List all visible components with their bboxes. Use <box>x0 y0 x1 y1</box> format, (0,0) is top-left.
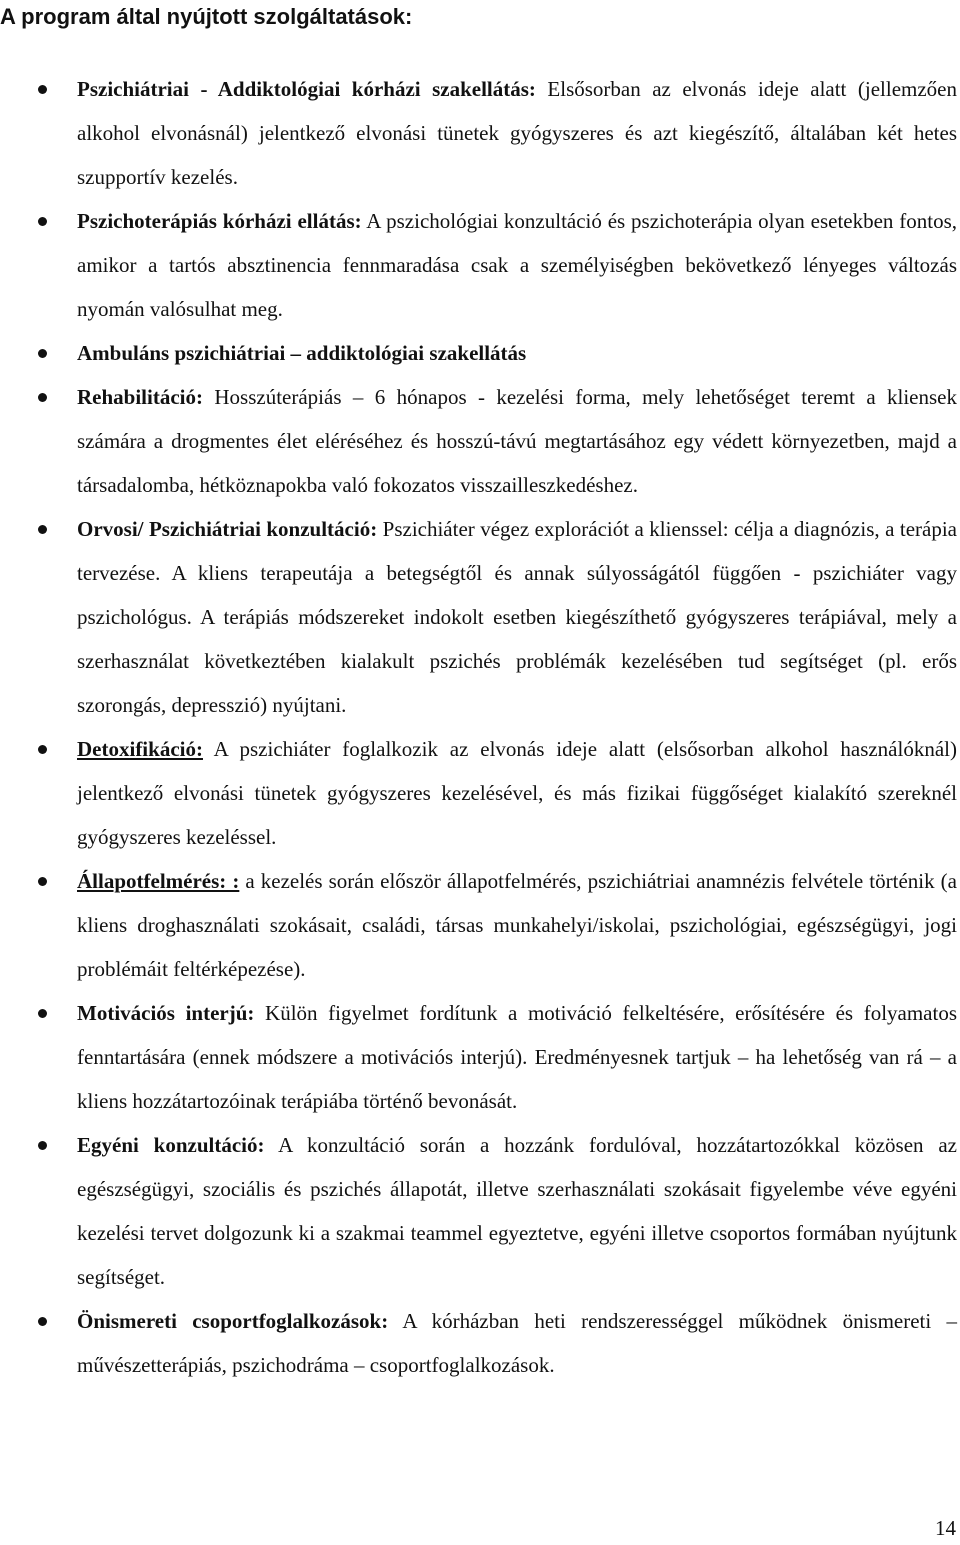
list-item-outpatient-care <box>0 331 960 375</box>
list-item-motivational-interview <box>0 991 960 1123</box>
bullet-icon <box>38 349 47 358</box>
item-text: Pszichiáter végez explorációt a klienssel: célja a diagnózis, a terápia tervezése. A kliens terapeutája a betegségtől és annak súlyosságától függően - pszichiáter vagy pszichológus. A terápiás módszereket indokolt esetben kiegészíthető gyógyszeres terápiával, mely a szerhasználat következtében kialakult pszichés problémák kezelésében tud segítséget (pl. erős szorongás, depresszió) nyújtani. <box>77 517 957 717</box>
page-number: 14 <box>935 1516 956 1540</box>
services-list <box>0 67 960 1387</box>
bullet-icon <box>38 525 47 534</box>
item-text: Külön figyelmet fordítunk a motiváció felkeltésére, erősítésére és folyamatos fenntartására (ennek módszere a motivációs interjú). Eredményesnek tartjuk – ha lehetőség van rá – a kliens hozzátartozóinak terápiába történő bevonását. <box>77 1001 958 1113</box>
bullet-icon <box>38 85 47 94</box>
item-label: Rehabilitáció: <box>77 385 203 409</box>
item-label: Pszichoterápiás kórházi ellátás: <box>77 209 362 233</box>
list-item-psychotherapy-hospital-care <box>0 199 960 331</box>
item-label: Detoxifikáció: <box>77 737 203 761</box>
item-text: A pszichológiai konzultáció és pszichoterápia olyan esetekben fontos, amikor a tartós absztinencia fennmaradása csak a személyiségben bekövetkező lényeges változás nyomán valósulhat meg. <box>77 209 957 321</box>
item-text: Hosszúterápiás – 6 hónapos - kezelési forma, mely lehetőséget teremt a kliensek számára a drogmentes élet eléréséhez és hosszú-távú megtartásához egy védett környezetben, majd a társadalomba, hétköznapokba való fokozatos visszailleszkedéshez. <box>77 385 957 497</box>
item-label: Pszichiátriai - Addiktológiai kórházi szakellátás: <box>77 77 536 101</box>
list-item-assessment <box>0 859 960 991</box>
list-item-individual-consultation <box>0 1123 960 1299</box>
page-heading: A program által nyújtott szolgáltatások: <box>0 4 413 29</box>
bullet-icon <box>38 1317 47 1326</box>
item-label: Önismereti csoportfoglalkozások: <box>77 1309 389 1333</box>
list-item-detoxification <box>0 727 960 859</box>
list-item-psychiatric-addictology-hospital-care <box>0 67 960 199</box>
bullet-icon <box>38 877 47 886</box>
item-label: Egyéni konzultáció: <box>77 1133 265 1157</box>
item-text: A kórházban heti rendszerességgel működnek önismereti – művészetterápiás, pszichodráma – csoportfoglalkozások. <box>77 1309 958 1377</box>
bullet-icon <box>38 1141 47 1150</box>
item-label: Állapotfelmérés: : <box>77 869 240 893</box>
item-label: Ambuláns pszichiátriai – addiktológiai szakellátás <box>77 341 527 365</box>
item-text: A konzultáció során a hozzánk fordulóval, hozzátartozókkal közösen az egészségügyi, szociális és pszichés állapotát, illetve szerhasználati szokásait figyelembe véve egyéni kezelési tervet dolgozunk ki a szakmai teammel egyeztetve, egyéni illetve csoportos formában nyújtunk segítséget. <box>77 1133 957 1289</box>
bullet-icon <box>38 217 47 226</box>
list-item-self-awareness-groups <box>0 1299 960 1387</box>
bullet-icon <box>38 1009 47 1018</box>
item-text: A pszichiáter foglalkozik az elvonás ideje alatt (elsősorban alkohol használóknál) jelentkező elvonási tünetek gyógyszeres kezelésével, és más fizikai függőséget kialakító szereknél gyógyszeres kezeléssel. <box>77 737 957 849</box>
list-item-rehabilitation <box>0 375 960 507</box>
item-label: Motivációs interjú: <box>77 1001 255 1025</box>
item-label: Orvosi/ Pszichiátriai konzultáció: <box>77 517 378 541</box>
item-text: Elsősorban az elvonás ideje alatt (jellemzően alkohol elvonásnál) jelentkező elvonási tünetek gyógyszeres és azt kiegészítő, általában két hetes szupportív kezelés. <box>77 77 957 189</box>
bullet-icon <box>38 393 47 402</box>
item-text: a kezelés során először állapotfelmérés, pszichiátriai anamnézis felvétele történik (a kliens droghasználati szokásait, családi, társas munkahelyi/iskolai, pszichológiai, egészségügyi, jogi problémáit feltérképezése). <box>77 869 957 981</box>
bullet-icon <box>38 745 47 754</box>
list-item-psychiatric-consultation <box>0 507 960 727</box>
